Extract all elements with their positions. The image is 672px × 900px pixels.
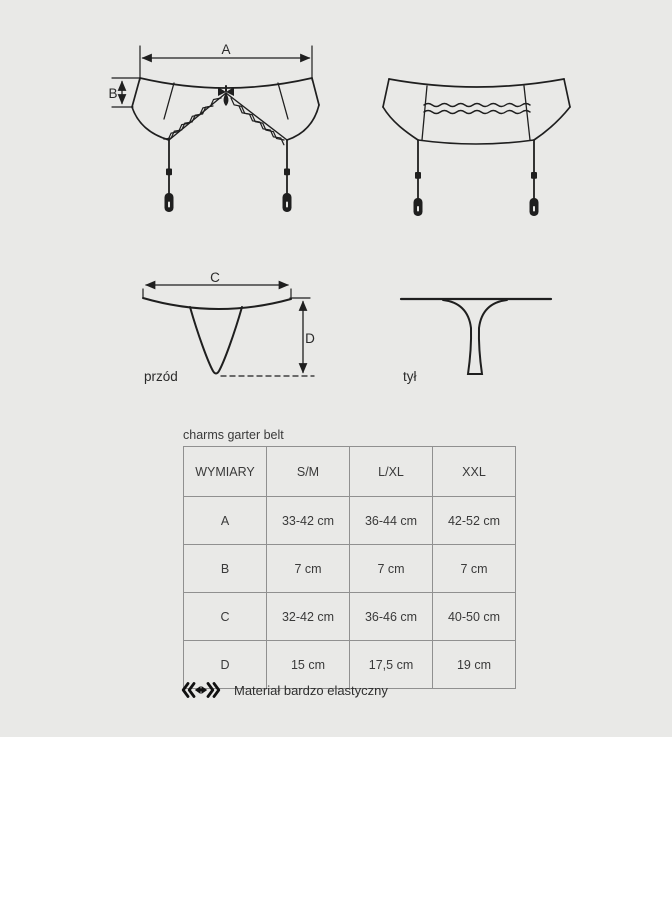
lace-zigzag-left-inner [164,106,213,139]
stretch-arrows-icon [181,681,221,699]
table-cell: 32-42 cm [267,593,350,641]
thong-front-view-label: przód [144,369,178,384]
belt-right-seam [278,83,288,119]
back-lace-wave-bottom [424,111,530,114]
header-cell-wymiary: WYMIARY [184,447,267,497]
thong-back-strip [443,300,507,374]
lace-v-left-edge [169,93,226,140]
left-strap-adjuster [166,169,172,176]
table-cell: 15 cm [267,641,350,689]
garter-belt-front-diagram [100,35,350,225]
material-note [181,681,388,699]
back-belt-bottom-edge [418,140,534,144]
row-label: D [184,641,267,689]
product-name: charms garter belt [183,428,284,442]
back-left-leg-curve [383,107,418,140]
dim-c-label: C [210,270,220,285]
thong-front-triangle [190,307,242,374]
garter-belt-back-diagram [380,60,590,220]
size-table [183,446,516,689]
dim-a-label: A [221,42,231,57]
header-cell-sm: S/M [267,447,350,497]
table-cell: 33-42 cm [267,497,350,545]
back-belt-right-side [564,79,570,107]
back-belt-top-edge [389,79,564,87]
table-cell: 42-52 cm [433,497,516,545]
header-cell-xxl: XXL [433,447,516,497]
header-cell-lxl: L/XL [350,447,433,497]
table-cell: 36-46 cm [350,593,433,641]
row-label: C [184,593,267,641]
row-label: B [184,545,267,593]
table-cell: 17,5 cm [350,641,433,689]
material-note-text: Materiał bardzo elastyczny [234,682,388,698]
table-header-row [184,447,516,497]
thong-back-view-label: tył [403,369,417,384]
lace-v-right-edge [226,93,287,140]
dim-d-label: D [305,331,315,346]
table-row [184,593,516,641]
right-strap-adjuster [284,169,290,176]
table-cell: 7 cm [433,545,516,593]
back-left-strap-adjuster [415,172,421,179]
dim-b-label: B [108,86,118,101]
belt-left-side [132,78,140,107]
back-left-seam [422,86,427,140]
table-row [184,545,516,593]
thong-front-diagram [130,270,325,390]
belt-left-seam [164,83,174,119]
back-right-leg-curve [534,107,570,140]
back-belt-left-side [383,79,389,107]
lace-zigzag-right-outer [231,98,284,140]
table-cell: 7 cm [350,545,433,593]
back-right-strap-adjuster [531,172,537,179]
thong-back-diagram [390,290,565,390]
table-row [184,497,516,545]
belt-left-leg-curve [132,107,169,140]
thong-waistband-curve [143,298,291,309]
back-right-seam [524,86,530,140]
belt-right-side [312,78,319,105]
back-lace-wave-top [424,104,530,107]
table-cell: 36-44 cm [350,497,433,545]
row-label: A [184,497,267,545]
belt-right-leg-curve [287,105,319,140]
table-cell: 40-50 cm [433,593,516,641]
table-cell: 7 cm [267,545,350,593]
table-cell: 19 cm [433,641,516,689]
